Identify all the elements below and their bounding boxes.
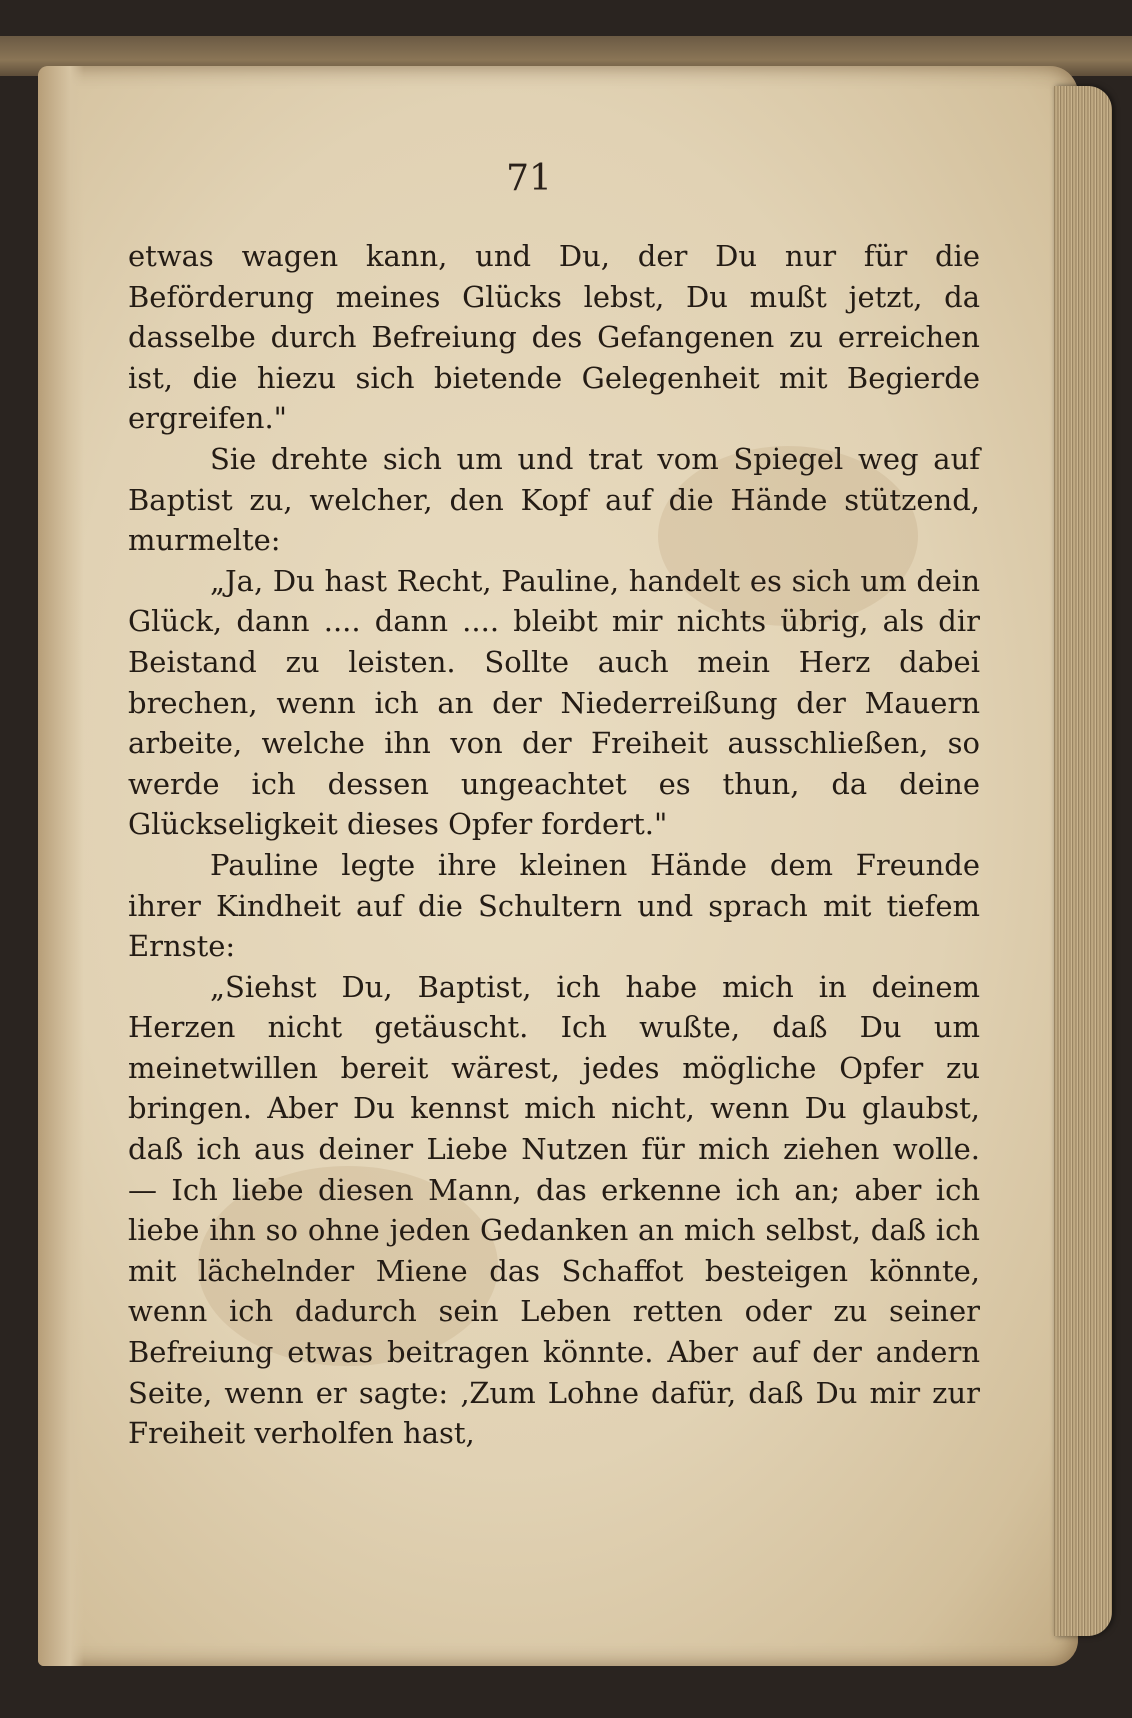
- page-gutter: [38, 66, 84, 1666]
- paragraph: Pauline legte ihre kleinen Hände dem Freunde ihrer Kindheit auf die Schultern und sprach mit tiefem Ernste:: [128, 847, 980, 964]
- paragraph: „Ja, Du hast Recht, Pauline, handelt es sich um dein Glück, dann .... dann .... bleibt mir nichts übrig, als dir Beistand zu leisten. Sollte auch mein Herz dabei brechen, wenn ich an der Niederreißung der Mauern arbeite, welche ihn von der Freiheit ausschließen, so werde ich dessen ungeachtet es thun, da deine Glückseligkeit dieses Opfer fordert.": [128, 563, 980, 842]
- paragraph: Sie drehte sich um und trat vom Spiegel weg auf Baptist zu, welcher, den Kopf auf die Hände stützend, murmelte:: [128, 441, 980, 558]
- paragraph: etwas wagen kann, und Du, der Du nur für die Beförderung meines Glücks lebst, Du mußt jetzt, da dasselbe durch Befreiung des Gefangenen zu erreichen ist, die hiezu sich bietende Gelegenheit mit Begierde ergreifen.": [128, 239, 980, 436]
- page-sheet: [38, 66, 1078, 1666]
- page-fore-edge: [1054, 86, 1112, 1636]
- page-number: 71: [506, 158, 552, 199]
- paragraph: „Siehst Du, Baptist, ich habe mich in deinem Herzen nicht getäuscht. Ich wußte, daß Du um meinetwillen bereit wärest, jedes mögliche Opfer zu bringen. Aber Du kennst mich nicht, wenn Du glaubst, daß ich aus deiner Liebe Nutzen für mich ziehen wolle. — Ich liebe diesen Mann, das erkenne ich an; aber ich liebe ihn so ohne jeden Gedanken an mich selbst, daß ich mit lächelnder Miene das Schaffot besteigen könnte, wenn ich dadurch sein Leben retten oder zu seiner Befreiung etwas beitragen könnte. Aber auf der andern Seite, wenn er sagte: ‚Zum Lohne dafür, daß Du mir zur Freiheit verholfen hast,: [128, 969, 980, 1451]
- body-text: [128, 236, 980, 1454]
